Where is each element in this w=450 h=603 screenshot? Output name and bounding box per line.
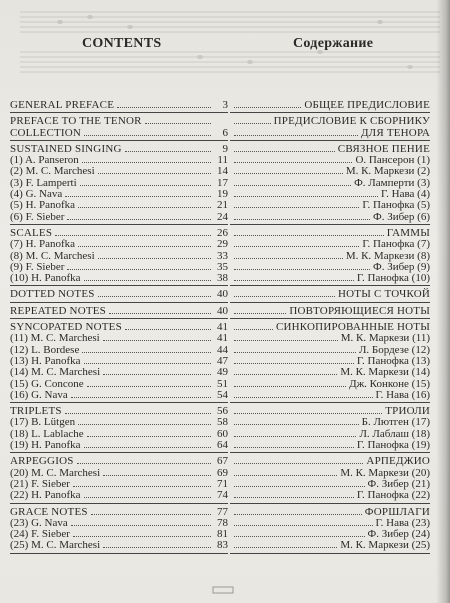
toc-page-number: 41 (217, 332, 228, 345)
toc-exercise-entry-ru (230, 200, 430, 211)
toc-entry-title: (6) F. Sieber (10, 210, 65, 223)
toc-page-number: 71 (217, 477, 228, 490)
toc-section-entry-en (10, 116, 228, 127)
toc-page-number: 26 (217, 226, 228, 239)
toc-entry-title: (11) M. C. Marchesi (10, 332, 100, 345)
toc-page-number: 78 (217, 516, 228, 529)
toc-leader-dots (82, 351, 211, 353)
toc-group-ru (230, 507, 430, 554)
toc-group-en (10, 306, 228, 319)
toc-entry-title-ru: Ф. Зибер (21) (367, 477, 430, 490)
toc-exercise-entry-ru (230, 333, 430, 344)
toc-exercise-entry-en (10, 273, 228, 284)
toc-group-ru (230, 100, 430, 113)
toc-page-number: 77 (217, 505, 228, 518)
toc-leader-dots (234, 206, 359, 208)
toc-leader-dots (82, 161, 211, 163)
toc-page-number: 47 (217, 354, 228, 367)
toc-leader-dots (103, 339, 211, 341)
toc-leader-dots (98, 257, 211, 259)
toc-group-ru (230, 116, 430, 141)
toc-group-ru (230, 289, 430, 302)
toc-entry-title: DOTTED NOTES (10, 288, 95, 301)
toc-page-number: 41 (217, 321, 228, 334)
toc-group-en (10, 116, 228, 141)
toc-page-number: 54 (217, 388, 228, 401)
toc-entry-title: (8) M. C. Marchesi (10, 249, 95, 262)
toc-exercise-entry-en (10, 390, 228, 401)
toc-section-entry-en (10, 289, 228, 300)
toc-exercise-entry-ru (230, 239, 430, 250)
toc-page-number: 40 (217, 304, 228, 317)
toc-leader-dots (234, 412, 382, 414)
toc-entry-title: (24) F. Sieber (10, 528, 70, 541)
toc-entry-title-ru: Г. Панофка (22) (356, 489, 430, 502)
toc-section-entry-ru (230, 128, 430, 139)
toc-group-ru (230, 406, 430, 453)
toc-leader-dots (234, 396, 373, 398)
toc-group-en (10, 406, 228, 453)
toc-section-entry-ru (230, 306, 430, 317)
toc-page-number: 21 (217, 199, 228, 212)
toc-leader-dots (103, 373, 211, 375)
toc-exercise-entry-ru (230, 273, 430, 284)
toc-entry-title-ru: СВЯЗНОЕ ПЕНИЕ (337, 142, 430, 155)
toc-leader-dots (67, 268, 211, 270)
toc-leader-dots (87, 385, 211, 387)
toc-leader-dots (98, 172, 211, 174)
toc-entry-title-ru: ПРЕДИСЛОВИЕ К СБОРНИКУ (273, 115, 430, 128)
toc-leader-dots (234, 134, 358, 136)
toc-page-number: 35 (217, 260, 228, 273)
toc-leader-dots (234, 535, 365, 537)
toc-entry-title: SUSTAINED SINGING (10, 142, 122, 155)
toc-group-ru (230, 322, 430, 403)
toc-group-en (10, 456, 228, 503)
toc-page-number: 24 (217, 210, 228, 223)
toc-leader-dots (234, 234, 384, 236)
toc-leader-dots (234, 462, 363, 464)
toc-leader-dots (145, 122, 211, 124)
toc-leader-dots (234, 218, 370, 220)
toc-leader-dots (71, 396, 211, 398)
toc-leader-dots (71, 524, 211, 526)
toc-leader-dots (91, 513, 211, 515)
toc-entry-title: (19) H. Panofka (10, 439, 81, 452)
toc-leader-dots (234, 546, 337, 548)
toc-leader-dots (77, 462, 211, 464)
toc-entry-title-ru: М. К. Маркези (11) (340, 332, 430, 345)
toc-page-number: 60 (217, 427, 228, 440)
toc-entry-title-ru: Г. Нава (16) (375, 388, 430, 401)
toc-column-russian (230, 100, 430, 557)
toc-leader-dots (234, 268, 370, 270)
toc-entry-title: (9) F. Sieber (10, 260, 65, 273)
toc-leader-dots (117, 106, 211, 108)
toc-leader-dots (234, 328, 273, 330)
toc-exercise-entry-ru (230, 367, 430, 378)
toc-leader-dots (103, 474, 211, 476)
toc-leader-dots (234, 150, 335, 152)
toc-exercise-entry-en (10, 440, 228, 451)
toc-leader-dots (234, 339, 338, 341)
toc-page-number: 6 (222, 126, 228, 139)
toc-entry-title: COLLECTION (10, 126, 82, 139)
toc-entry-title: GENERAL PREFACE (10, 99, 115, 111)
toc-page-number: 38 (217, 272, 228, 285)
toc-group-ru (230, 456, 430, 503)
toc-entry-title-ru: Ф. Зибер (24) (367, 528, 430, 541)
toc-page-number: 44 (217, 343, 228, 356)
page-gutter-shadow (436, 0, 450, 603)
toc-entry-title-ru: М. К. Маркези (14) (340, 366, 430, 379)
toc-entry-title: ARPEGGIOS (10, 455, 74, 468)
toc-leader-dots (234, 385, 346, 387)
toc-exercise-entry-en (10, 490, 228, 501)
toc-entry-title: (17) B. Lütgen (10, 416, 76, 429)
toc-entry-title-ru: Г. Панофка (7) (362, 238, 430, 251)
toc-entry-title: (1) A. Panseron (10, 154, 79, 167)
toc-section-entry-ru (230, 456, 430, 467)
toc-entry-title-ru: Г. Панофка (19) (356, 439, 430, 452)
toc-leader-dots (73, 535, 211, 537)
toc-page-number: 67 (217, 455, 228, 468)
toc-leader-dots (87, 435, 211, 437)
toc-leader-dots (65, 195, 211, 197)
toc-page-number: 81 (217, 528, 228, 541)
toc-entry-title-ru: АРПЕДЖИО (366, 455, 430, 468)
toc-exercise-entry-ru (230, 490, 430, 501)
toc-group-ru (230, 144, 430, 225)
toc-entry-title: GRACE NOTES (10, 505, 88, 518)
toc-entry-title: (25) M. C. Marchesi (10, 539, 101, 552)
toc-exercise-entry-ru (230, 540, 430, 551)
toc-page-number: 56 (217, 405, 228, 418)
toc-leader-dots (78, 423, 211, 425)
toc-section-entry-ru (230, 116, 430, 127)
toc-entry-title-ru: Дж. Конконе (15) (349, 377, 430, 390)
toc-section-entry-ru (230, 100, 430, 111)
toc-column-english (10, 100, 228, 557)
toc-page-number: 69 (217, 466, 228, 479)
toc-page-number: 14 (217, 165, 228, 178)
toc-exercise-entry-en (10, 239, 228, 250)
toc-section-entry-en (10, 306, 228, 317)
toc-entry-title: (12) L. Bordese (10, 343, 80, 356)
contents-heading-ru: Содержание (293, 36, 374, 51)
toc-exercise-entry-en (10, 540, 228, 551)
toc-entry-title: (4) G. Nava (10, 188, 63, 201)
toc-page-number: 11 (217, 154, 228, 167)
toc-exercise-entry-en (10, 200, 228, 211)
toc-entry-title: (14) M. C. Marchesi (10, 366, 101, 379)
toc-page-number: 29 (217, 238, 228, 251)
toc-section-entry-ru (230, 289, 430, 300)
toc-leader-dots (234, 435, 356, 437)
toc-leader-dots (109, 312, 211, 314)
toc-entry-title: (16) G. Nava (10, 388, 68, 401)
toc-leader-dots (234, 279, 354, 281)
toc-group-en (10, 507, 228, 554)
toc-entry-title: (20) M. C. Marchesi (10, 466, 101, 479)
toc-entry-title: (21) F. Sieber (10, 477, 70, 490)
toc-entry-title-ru: Л. Лаблаш (18) (359, 427, 430, 440)
toc-entry-title: PREFACE TO THE TENOR (10, 115, 142, 128)
toc-entry-title-ru: ГАММЫ (386, 226, 430, 239)
toc-entry-title: (23) G. Nava (10, 516, 68, 529)
toc-entry-title: (22) H. Panofka (10, 489, 81, 502)
toc-group-en (10, 322, 228, 403)
toc-entry-title-ru: Л. Бордезе (12) (358, 343, 430, 356)
toc-exercise-entry-en (10, 333, 228, 344)
toc-entry-title-ru: Г. Панофка (13) (356, 354, 430, 367)
toc-leader-dots (234, 184, 351, 186)
toc-leader-dots (98, 295, 211, 297)
toc-entry-title-ru: М. К. Маркези (25) (340, 539, 430, 552)
toc-leader-dots (125, 328, 211, 330)
toc-leader-dots (103, 546, 211, 548)
toc-section-entry-en (10, 100, 228, 111)
toc-leader-dots (234, 513, 362, 515)
toc-entry-title-ru: ТРИОЛИ (385, 405, 430, 418)
toc-section-entry-en (10, 456, 228, 467)
toc-leader-dots (234, 195, 378, 197)
toc-entry-title-ru: ОБЩЕЕ ПРЕДИСЛОВИЕ (304, 99, 430, 111)
toc-entry-title-ru: Б. Лютген (17) (361, 416, 430, 429)
page-footer-mark (212, 585, 234, 597)
toc-leader-dots (84, 362, 211, 364)
toc-entry-title: (18) L. Lablache (10, 427, 84, 440)
toc-entry-title: TRIPLETS (10, 405, 62, 418)
toc-leader-dots (234, 312, 286, 314)
toc-entry-title: REPEATED NOTES (10, 304, 106, 317)
toc-entry-title-ru: НОТЫ С ТОЧКОЙ (338, 288, 430, 301)
toc-leader-dots (73, 485, 211, 487)
toc-leader-dots (234, 257, 343, 259)
toc-leader-dots (55, 234, 211, 236)
toc-page-number: 64 (217, 439, 228, 452)
toc-entry-title-ru: Ф. Зибер (9) (373, 260, 430, 273)
toc-leader-dots (234, 496, 354, 498)
toc-page-number: 17 (217, 176, 228, 189)
toc-leader-dots (234, 474, 337, 476)
toc-page-number: 40 (217, 288, 228, 301)
toc-entry-title: (7) H. Panofka (10, 238, 76, 251)
toc-leader-dots (234, 524, 373, 526)
toc-leader-dots (125, 150, 211, 152)
toc-group-ru (230, 228, 430, 286)
toc-leader-dots (234, 373, 337, 375)
toc-leader-dots (234, 446, 354, 448)
toc-page-number: 3 (222, 99, 228, 111)
toc-leader-dots (78, 245, 211, 247)
toc-entry-title-ru: Г. Нава (4) (381, 188, 430, 201)
toc-leader-dots (234, 106, 301, 108)
toc-group-en (10, 289, 228, 302)
toc-group-en (10, 144, 228, 225)
toc-entry-title-ru: Г. Панофка (5) (362, 199, 430, 212)
toc-entry-title-ru: ДЛЯ ТЕНОРА (360, 126, 430, 139)
toc-entry-title: (15) G. Concone (10, 377, 84, 390)
toc-leader-dots (78, 206, 211, 208)
toc-leader-dots (84, 496, 211, 498)
toc-exercise-entry-ru (230, 440, 430, 451)
toc-exercise-entry-en (10, 367, 228, 378)
toc-entry-title-ru: Ф. Зибер (6) (373, 210, 430, 223)
toc-entry-title: (5) H. Panofka (10, 199, 76, 212)
toc-entry-title-ru: М. К. Маркези (20) (340, 466, 430, 479)
toc-leader-dots (234, 485, 365, 487)
toc-leader-dots (234, 351, 356, 353)
toc-entry-title: (3) F. Lamperti (10, 176, 77, 189)
toc-exercise-entry-ru (230, 390, 430, 401)
toc-section-entry-en (10, 128, 228, 139)
toc-page-number: 33 (217, 249, 228, 262)
toc-page-number: 74 (217, 489, 228, 502)
toc-leader-dots (234, 295, 335, 297)
toc-leader-dots (65, 412, 211, 414)
toc-leader-dots (67, 218, 211, 220)
toc-leader-dots (84, 279, 211, 281)
footer-ornament-icon (212, 585, 234, 595)
toc-entry-title-ru: Г. Панофка (10) (356, 272, 430, 285)
toc-entry-title-ru: М. К. Маркези (8) (345, 249, 430, 262)
toc-leader-dots (234, 245, 359, 247)
toc-page-number: 58 (217, 416, 228, 429)
toc-entry-title-ru: О. Пансерон (1) (355, 154, 430, 167)
toc-page-number: 83 (217, 539, 228, 552)
toc-page-number: 9 (222, 142, 228, 155)
toc-page-number: 19 (217, 188, 228, 201)
toc-leader-dots (234, 122, 271, 124)
toc-group-en (10, 100, 228, 113)
toc-entry-title: SCALES (10, 226, 53, 239)
toc-leader-dots (84, 446, 211, 448)
toc-entry-title: (2) M. C. Marchesi (10, 165, 95, 178)
toc-entry-title-ru: СИНКОПИРОВАННЫЕ НОТЫ (275, 321, 430, 334)
toc-page-number: 51 (217, 377, 228, 390)
toc-exercise-entry-en (10, 212, 228, 223)
toc-leader-dots (80, 184, 211, 186)
toc-page-number: 49 (217, 366, 228, 379)
toc-entry-title-ru: М. К. Маркези (2) (345, 165, 430, 178)
toc-entry-title-ru: Ф. Ламперти (3) (354, 176, 430, 189)
toc-entry-title: SYNCOPATED NOTES (10, 321, 122, 334)
toc-leader-dots (234, 362, 354, 364)
toc-entry-title-ru: ФОРШЛАГИ (364, 505, 430, 518)
toc-leader-dots (234, 161, 352, 163)
contents-heading-en: CONTENTS (82, 36, 162, 51)
toc-leader-dots (234, 172, 343, 174)
toc-exercise-entry-ru (230, 212, 430, 223)
toc-entry-title-ru: Г. Нава (23) (375, 516, 430, 529)
toc-entry-title: (13) H. Panofka (10, 354, 81, 367)
toc-leader-dots (84, 134, 211, 136)
toc-group-ru (230, 306, 430, 319)
toc-group-en (10, 228, 228, 286)
toc-entry-title: (10) H. Panofka (10, 272, 81, 285)
toc-leader-dots (234, 423, 359, 425)
toc-entry-title-ru: ПОВТОРЯЮЩИЕСЯ НОТЫ (289, 304, 430, 317)
